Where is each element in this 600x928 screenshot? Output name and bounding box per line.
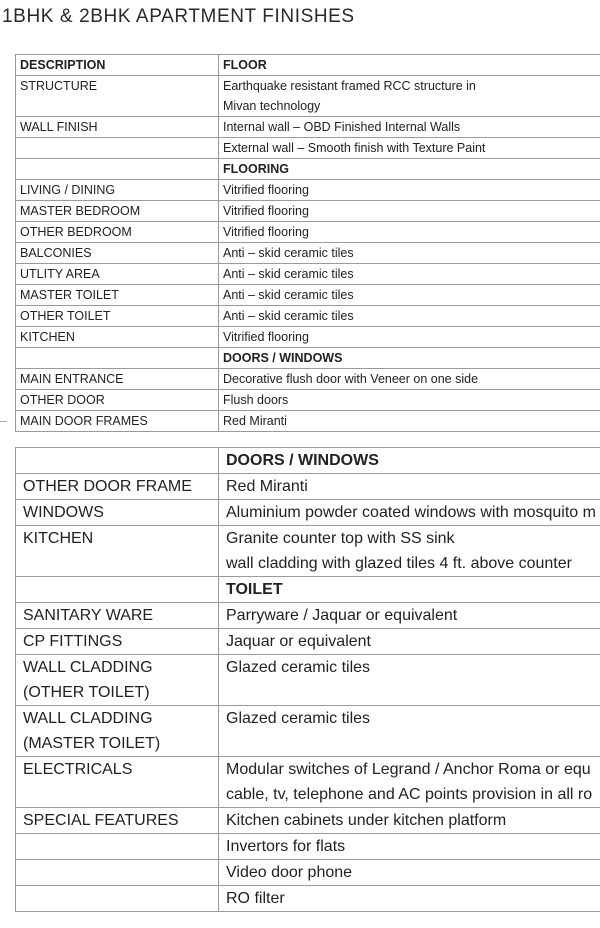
row-label: OTHER BEDROOM — [16, 222, 219, 243]
row-value: Vitrified flooring — [219, 201, 600, 222]
table-row — [16, 500, 600, 526]
table-row — [16, 551, 600, 577]
empty-cell — [16, 577, 219, 603]
table-row — [16, 369, 600, 390]
row-label: KITCHEN — [16, 327, 219, 348]
table-row — [16, 782, 600, 808]
section-heading-row — [16, 577, 600, 603]
row-value: Anti – skid ceramic tiles — [219, 264, 600, 285]
empty-cell — [16, 348, 219, 369]
row-label: MAIN ENTRANCE — [16, 369, 219, 390]
table-row — [16, 706, 600, 732]
row-label: WALL CLADDING — [16, 655, 219, 681]
description-header: DESCRIPTION — [16, 55, 219, 76]
table-row — [16, 285, 600, 306]
row-label: MASTER TOILET — [16, 285, 219, 306]
table-row — [16, 474, 600, 500]
table-row — [16, 411, 600, 432]
empty-cell — [16, 834, 219, 860]
table-row — [16, 886, 600, 912]
table-row — [16, 180, 600, 201]
table-row — [16, 655, 600, 681]
table-row — [16, 201, 600, 222]
table-row — [16, 243, 600, 264]
row-label-wall-finish: WALL FINISH — [16, 117, 219, 138]
empty-cell — [219, 731, 600, 757]
empty-cell — [16, 138, 219, 159]
section-heading-row — [16, 448, 600, 474]
table-row — [16, 138, 600, 159]
row-value: Glazed ceramic tiles — [219, 655, 600, 681]
row-label: UTLITY AREA — [16, 264, 219, 285]
row-value: Modular switches of Legrand / Anchor Roma or equ — [219, 757, 600, 783]
empty-cell — [16, 159, 219, 180]
empty-cell — [16, 782, 219, 808]
row-value: Vitrified flooring — [219, 222, 600, 243]
table-header-row — [16, 55, 600, 76]
structure-value-line1: Earthquake resistant framed RCC structure in — [219, 76, 600, 97]
row-label: WINDOWS — [16, 500, 219, 526]
doors-windows-heading: DOORS / WINDOWS — [219, 448, 600, 474]
toilet-heading: TOILET — [219, 577, 600, 603]
row-value: Anti – skid ceramic tiles — [219, 243, 600, 264]
row-label: OTHER DOOR FRAME — [16, 474, 219, 500]
row-label: SPECIAL FEATURES — [16, 808, 219, 834]
section-heading-row — [16, 159, 600, 180]
row-label: LIVING / DINING — [16, 180, 219, 201]
row-value: Invertors for flats — [219, 834, 600, 860]
row-value: Red Miranti — [219, 411, 600, 432]
row-value: Anti – skid ceramic tiles — [219, 306, 600, 327]
wall-finish-internal: Internal wall – OBD Finished Internal Walls — [219, 117, 600, 138]
table-row — [16, 629, 600, 655]
row-value: Red Miranti — [219, 474, 600, 500]
row-label: WALL CLADDING — [16, 706, 219, 732]
row-value: Kitchen cabinets under kitchen platform — [219, 808, 600, 834]
row-value: RO filter — [219, 886, 600, 912]
structure-value-line2: Mivan technology — [219, 96, 600, 117]
table-row — [16, 680, 600, 706]
floor-header: FLOOR — [219, 55, 600, 76]
table-row — [16, 327, 600, 348]
row-label: OTHER DOOR — [16, 390, 219, 411]
row-value: Flush doors — [219, 390, 600, 411]
row-label: BALCONIES — [16, 243, 219, 264]
table-row — [16, 757, 600, 783]
row-label-structure: STRUCTURE — [16, 76, 219, 97]
section-heading-row — [16, 348, 600, 369]
empty-cell — [16, 860, 219, 886]
table-row — [16, 834, 600, 860]
table-row — [16, 860, 600, 886]
table-row — [16, 264, 600, 285]
row-value: Glazed ceramic tiles — [219, 706, 600, 732]
row-value: Granite counter top with SS sink — [219, 526, 600, 552]
row-value: Jaquar or equivalent — [219, 629, 600, 655]
table-row — [16, 96, 600, 117]
doors-windows-heading: DOORS / WINDOWS — [219, 348, 600, 369]
empty-cell — [219, 680, 600, 706]
row-label: CP FITTINGS — [16, 629, 219, 655]
row-label: KITCHEN — [16, 526, 219, 552]
empty-cell — [16, 96, 219, 117]
page-title: 1BHK & 2BHK APARTMENT FINISHES — [2, 6, 355, 27]
row-value: Parryware / Jaquar or equivalent — [219, 603, 600, 629]
finishes-table-2 — [15, 447, 600, 912]
row-label: (MASTER TOILET) — [16, 731, 219, 757]
finishes-table-1 — [15, 54, 600, 432]
table-row — [16, 76, 600, 97]
row-label: SANITARY WARE — [16, 603, 219, 629]
table-row — [16, 390, 600, 411]
row-value: Aluminium powder coated windows with mosquito m — [219, 500, 600, 526]
row-value: cable, tv, telephone and AC points provision in all ro — [219, 782, 600, 808]
margin-tick-mark — [0, 421, 7, 422]
table-row — [16, 526, 600, 552]
empty-cell — [16, 551, 219, 577]
table-row — [16, 808, 600, 834]
table-row — [16, 117, 600, 138]
row-label: ELECTRICALS — [16, 757, 219, 783]
row-label: OTHER TOILET — [16, 306, 219, 327]
row-value: Video door phone — [219, 860, 600, 886]
empty-cell — [16, 448, 219, 474]
table-row — [16, 306, 600, 327]
wall-finish-external: External wall – Smooth finish with Texture Paint — [219, 138, 600, 159]
row-label: MAIN DOOR FRAMES — [16, 411, 219, 432]
row-label: (OTHER TOILET) — [16, 680, 219, 706]
row-value: wall cladding with glazed tiles 4 ft. above counter — [219, 551, 600, 577]
row-label: MASTER BEDROOM — [16, 201, 219, 222]
table-row — [16, 603, 600, 629]
table-row — [16, 731, 600, 757]
table-row — [16, 222, 600, 243]
row-value: Anti – skid ceramic tiles — [219, 285, 600, 306]
row-value: Vitrified flooring — [219, 327, 600, 348]
empty-cell — [16, 886, 219, 912]
row-value: Decorative flush door with Veneer on one side — [219, 369, 600, 390]
row-value: Vitrified flooring — [219, 180, 600, 201]
flooring-heading: FLOORING — [219, 159, 600, 180]
